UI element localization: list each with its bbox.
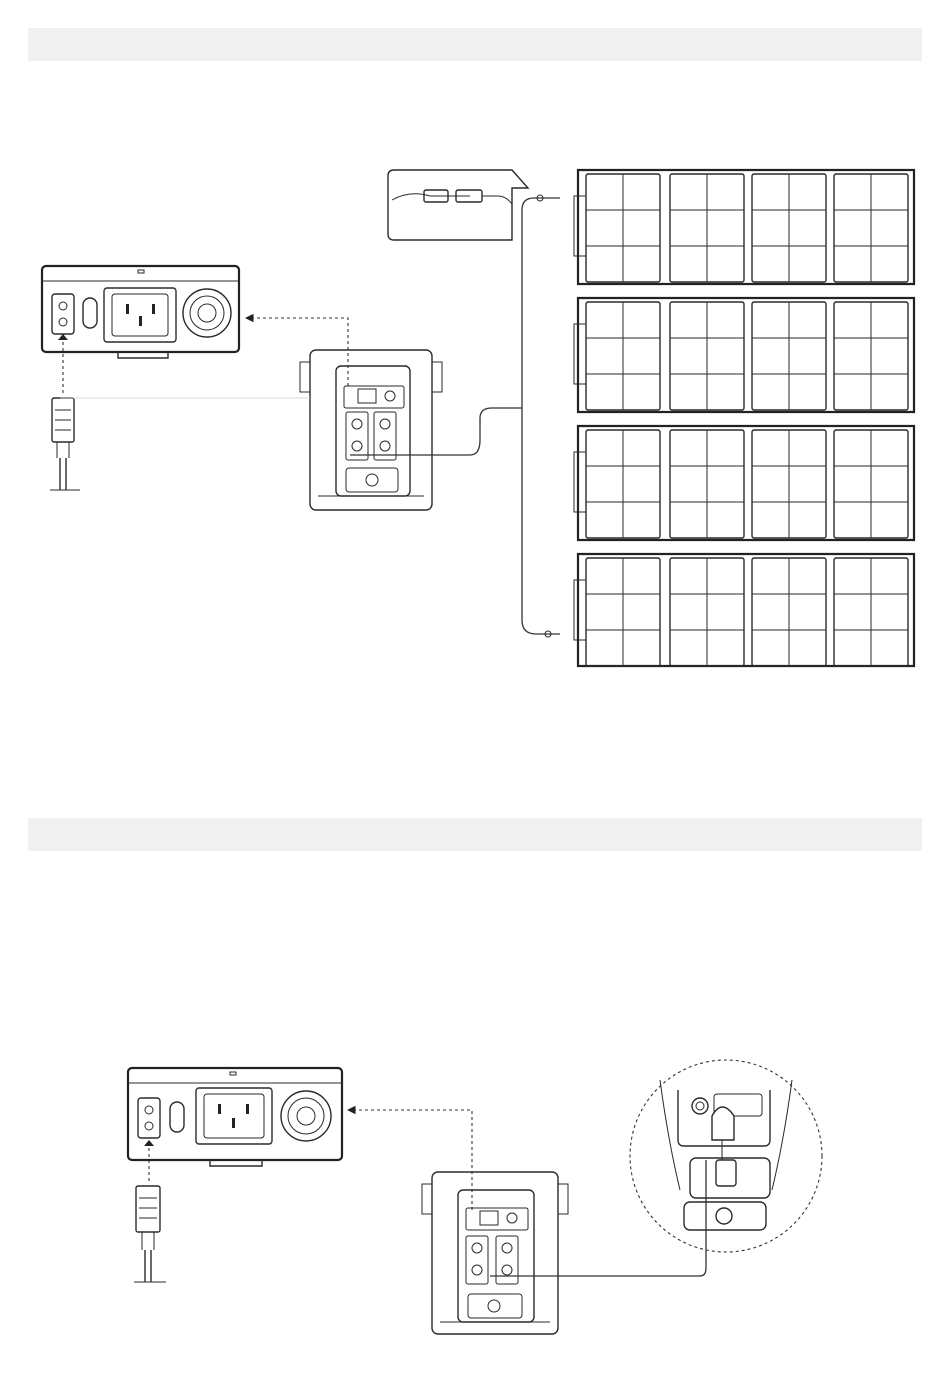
port-panel-closeup [42,266,239,358]
mc4-connector-callout [388,170,528,240]
solar-panel-4 [574,554,914,666]
car-charger-closeup [630,1060,822,1252]
power-plug-icon [50,342,80,490]
power-plug-icon [134,1148,166,1282]
power-station-icon [422,1172,568,1334]
solar-panel-3 [574,426,914,540]
port-panel-closeup-2 [128,1068,342,1166]
power-station-icon [300,350,442,510]
solar-panel-2 [574,298,914,412]
solar-panel-1 [574,170,914,284]
solar-panel-array [574,170,914,666]
